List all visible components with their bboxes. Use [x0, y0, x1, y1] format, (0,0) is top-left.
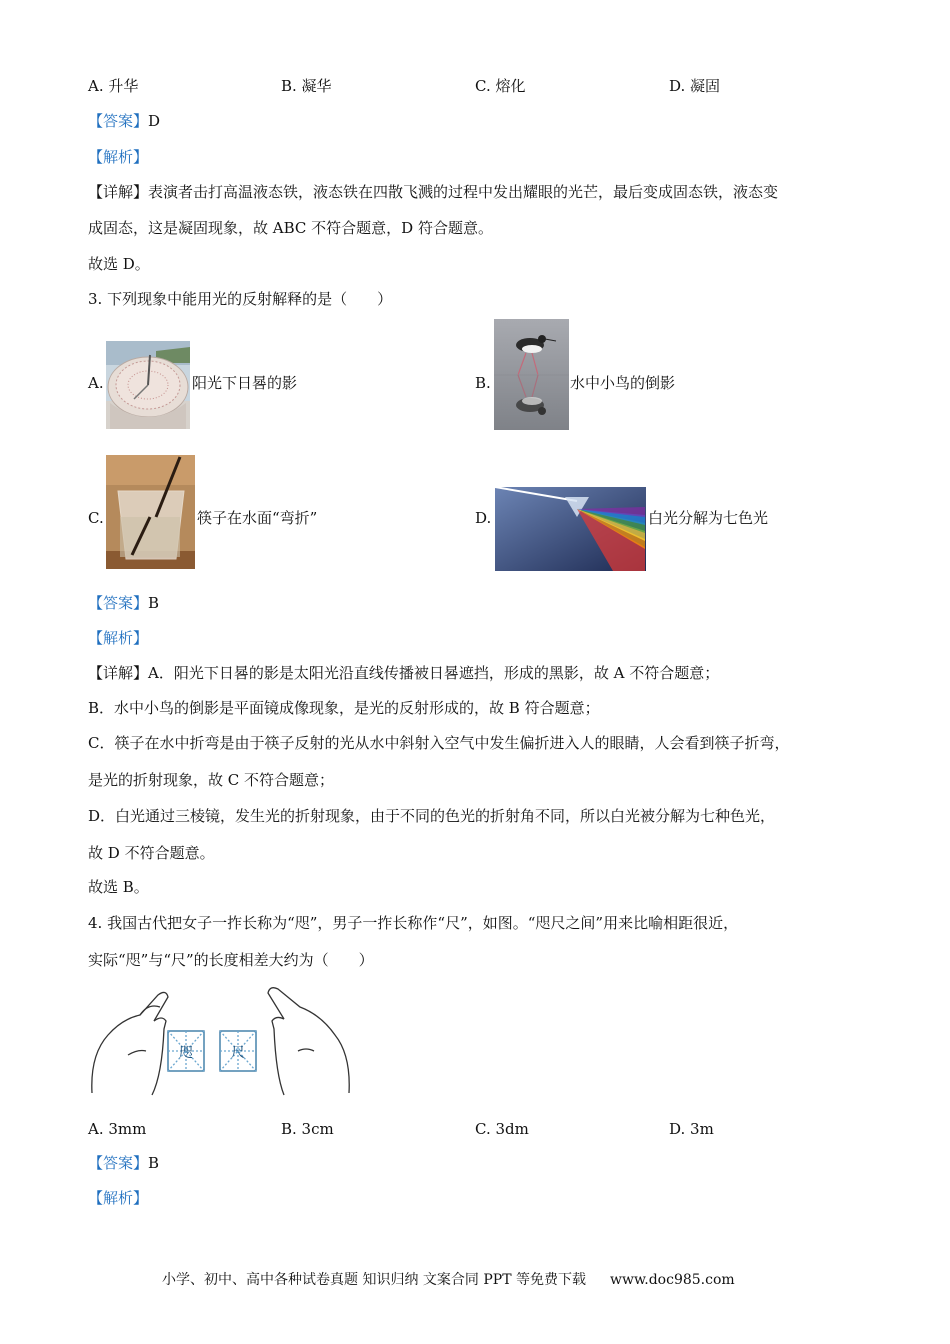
q3-answer-line: [88, 593, 159, 613]
zhi-char: 咫: [179, 1045, 193, 1061]
q3-analysis-tag: 【解析】: [88, 629, 149, 647]
q2-conclusion: 故选 D。: [88, 255, 150, 273]
q2-option-b: B. 凝华: [281, 77, 332, 95]
bird-reflection-image: [494, 319, 569, 430]
q3-option-c-caption: 筷子在水面“弯折”: [197, 509, 318, 527]
hands-span-figure: [88, 985, 353, 1097]
q2-detail-line2: 成固态，这是凝固现象，故 ABC 不符合题意，D 符合题意。: [88, 219, 493, 237]
chopstick-glass-image: [106, 455, 195, 569]
detail-tag: 【详解】: [88, 183, 149, 201]
q3-detail-a: [88, 663, 719, 683]
q4-stem-line1: 4. 我国古代把女子一拃长称为“咫”，男子一拃长称作“尺”，如图。“咫尺之间”用来比喻相距很近，: [88, 914, 739, 932]
q3-conclusion: 故选 B。: [88, 878, 149, 896]
footer: [162, 1270, 735, 1290]
q3-option-c-letter: C.: [88, 509, 104, 527]
answer-tag: 【答案】: [88, 1154, 149, 1172]
q2-option-a: A. 升华: [88, 77, 139, 95]
footer-url[interactable]: www.doc985.com: [609, 1272, 735, 1288]
q3-detail-c1: C．筷子在水中折弯是由于筷子反射的光从水中斜射入空气中发生偏折进入人的眼睛，人会看到筷子折弯，: [88, 734, 790, 752]
q3-option-d-letter: D.: [475, 509, 492, 527]
footer-text: 小学、初中、高中各种试卷真题 知识归纳 文案合同 PPT 等免费下载: [162, 1272, 586, 1288]
q3-answer: B: [148, 594, 160, 612]
q3-option-a-letter: A.: [88, 374, 104, 392]
answer-tag: 【答案】: [88, 594, 149, 612]
q3-detail-c2: 是光的折射现象，故 C 不符合题意；: [88, 771, 335, 789]
q4-option-b: B. 3cm: [281, 1120, 334, 1138]
detail-tag: 【详解】: [88, 664, 149, 682]
q2-option-d: D. 凝固: [669, 77, 721, 95]
chi-char: 尺: [231, 1045, 245, 1061]
q2-answer: D: [148, 112, 161, 130]
q3-option-b-letter: B.: [475, 374, 491, 392]
q4-option-a: A. 3mm: [88, 1120, 147, 1138]
answer-tag: 【答案】: [88, 112, 149, 130]
sundial-image: [106, 341, 190, 429]
q4-answer: B: [148, 1154, 160, 1172]
q3-stem: 3. 下列现象中能用光的反射解释的是（ ）: [88, 290, 393, 308]
q3-detail-b: B．水中小鸟的倒影是平面镜成像现象，是光的反射形成的，故 B 符合题意；: [88, 699, 600, 717]
q2-detail-text: 表演者击打高温液态铁，液态铁在四散飞溅的过程中发出耀眼的光芒，最后变成固态铁，液态变: [148, 183, 779, 201]
q4-option-c: C. 3dm: [475, 1120, 529, 1138]
q2-detail-line1: [88, 182, 778, 202]
q4-analysis-tag: 【解析】: [88, 1189, 149, 1207]
q3-detail-a-text: A．阳光下日晷的影是太阳光沿直线传播被日晷遮挡，形成的黑影，故 A 不符合题意；: [148, 664, 720, 682]
q4-option-d: D. 3m: [669, 1120, 714, 1138]
q4-stem-line2: 实际“咫”与“尺”的长度相差大约为（ ）: [88, 951, 374, 969]
q2-answer-line: [88, 111, 160, 131]
q2-analysis-tag: 【解析】: [88, 148, 149, 166]
q2-option-c: C. 熔化: [475, 77, 526, 95]
q3-detail-d1: D．白光通过三棱镜，发生光的折射现象，由于不同的色光的折射角不同，所以白光被分解为七种色光，: [88, 807, 776, 825]
prism-spectrum-image: [495, 487, 646, 571]
q3-option-b-caption: 水中小鸟的倒影: [570, 374, 676, 392]
q4-answer-line: [88, 1153, 159, 1173]
q3-option-a-caption: 阳光下日晷的影: [192, 374, 298, 392]
q3-detail-d2: 故 D 不符合题意。: [88, 844, 215, 862]
q3-option-d-caption: 白光分解为七色光: [648, 509, 769, 527]
